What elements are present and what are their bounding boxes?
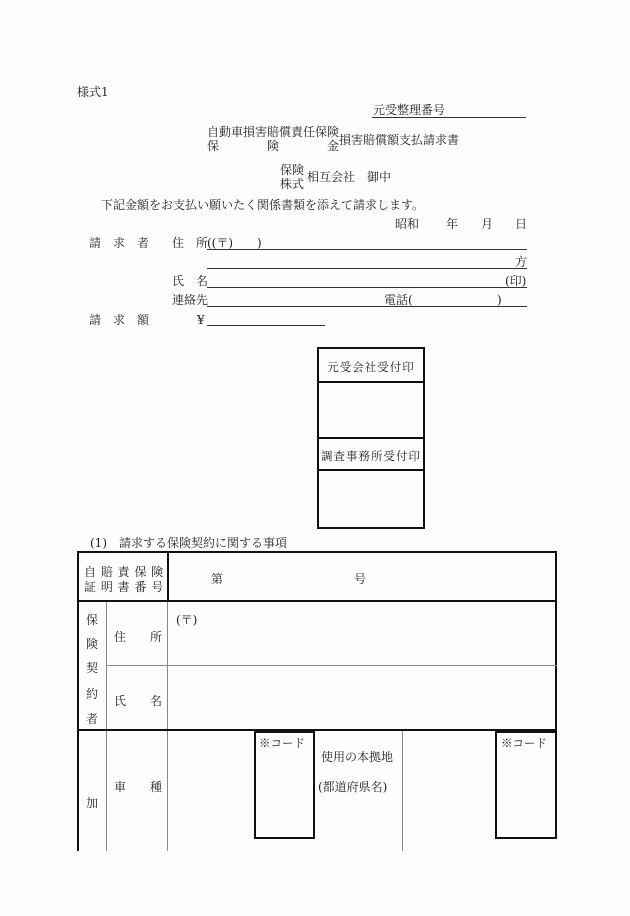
cert-label-line1: 自 賠 責 保 険 bbox=[84, 565, 164, 579]
vehicle-type-field[interactable] bbox=[169, 733, 253, 851]
seal-mark: (印) bbox=[505, 274, 527, 288]
date-era: 昭和 bbox=[395, 217, 420, 231]
name-field[interactable] bbox=[207, 287, 527, 288]
form-id: 様式1 bbox=[77, 85, 109, 99]
policyholder-char-3: 契 bbox=[86, 661, 99, 675]
amount-label: 請 求 額 bbox=[89, 313, 150, 327]
cert-label-line2: 証 明 書 番 号 bbox=[84, 580, 164, 594]
investigation-stamp-label: 調査事務所受付印 bbox=[321, 449, 421, 463]
title-sub-kin: 金 bbox=[327, 139, 340, 153]
use-location-line2: (都道府県名) bbox=[318, 780, 388, 794]
contact-label: 連絡先 bbox=[172, 293, 209, 307]
phone-label: 電話( bbox=[384, 293, 413, 307]
title-line1: 自動車損害賠償責任保険 bbox=[207, 125, 340, 139]
name-label: 氏 名 bbox=[172, 274, 209, 288]
honorific: 御中 bbox=[367, 170, 392, 184]
ref-number-label: 元受整理番号 bbox=[373, 103, 446, 117]
policyholder-char-4: 約 bbox=[86, 687, 99, 701]
policyholder-address-label: 住 所 bbox=[114, 630, 163, 644]
cert-go: 号 bbox=[354, 572, 367, 586]
postal-mark: (〒) bbox=[176, 613, 198, 627]
ref-number-field[interactable] bbox=[372, 117, 526, 118]
cert-number-field[interactable] bbox=[227, 557, 347, 595]
amount-field[interactable] bbox=[207, 325, 325, 326]
vehicle-code-label: ※コード bbox=[259, 736, 305, 750]
contract-table bbox=[77, 551, 557, 851]
vehicle-type-label: 車 種 bbox=[114, 780, 163, 794]
claimant-label: 請 求 者 bbox=[89, 236, 150, 250]
company-type-bottom: 株式 bbox=[280, 177, 305, 191]
intro-text: 下記金額をお支払い願いたく関係書類を添えて請求します。 bbox=[101, 198, 425, 212]
stamp-box bbox=[317, 347, 425, 529]
location-code-label: ※コード bbox=[501, 736, 547, 750]
policyholder-char-1: 保 bbox=[86, 613, 99, 627]
vehicle-side-label: 加 bbox=[86, 796, 99, 810]
prime-company-stamp-area[interactable] bbox=[319, 381, 423, 439]
policyholder-char-2: 険 bbox=[86, 637, 99, 651]
section1-heading: (1) 請求する保険契約に関する事項 bbox=[90, 536, 287, 550]
date-month: 月 bbox=[481, 217, 494, 231]
address-label: 住 所 bbox=[172, 236, 209, 250]
policyholder-name-label: 氏 名 bbox=[114, 694, 163, 708]
company-suffix: 相互会社 bbox=[307, 170, 356, 184]
address-field-1[interactable] bbox=[207, 249, 527, 250]
investigation-stamp-area[interactable] bbox=[319, 471, 423, 527]
address-prefix: ((〒) ) bbox=[207, 236, 262, 250]
company-type-top: 保険 bbox=[280, 163, 305, 177]
policyholder-name-field[interactable] bbox=[169, 667, 554, 728]
use-location-field[interactable] bbox=[404, 733, 494, 851]
policyholder-char-5: 者 bbox=[86, 712, 99, 726]
use-location-line1: 使用の本拠地 bbox=[321, 750, 394, 764]
title-sub-ken: 険 bbox=[267, 139, 280, 153]
title-sub-ho: 保 bbox=[207, 139, 220, 153]
address-suffix: 方 bbox=[515, 255, 528, 269]
phone-close: ) bbox=[497, 293, 502, 307]
address-field-2[interactable] bbox=[207, 268, 527, 269]
currency-symbol: ¥ bbox=[197, 313, 205, 327]
title-line2: 損害賠償額支払請求書 bbox=[339, 133, 460, 147]
contact-field[interactable] bbox=[207, 306, 527, 307]
date-day: 日 bbox=[515, 217, 528, 231]
cert-dai: 第 bbox=[211, 572, 224, 586]
policyholder-address-field[interactable] bbox=[169, 603, 554, 664]
date-year: 年 bbox=[446, 217, 459, 231]
prime-company-stamp-label: 元受会社受付印 bbox=[327, 360, 415, 374]
